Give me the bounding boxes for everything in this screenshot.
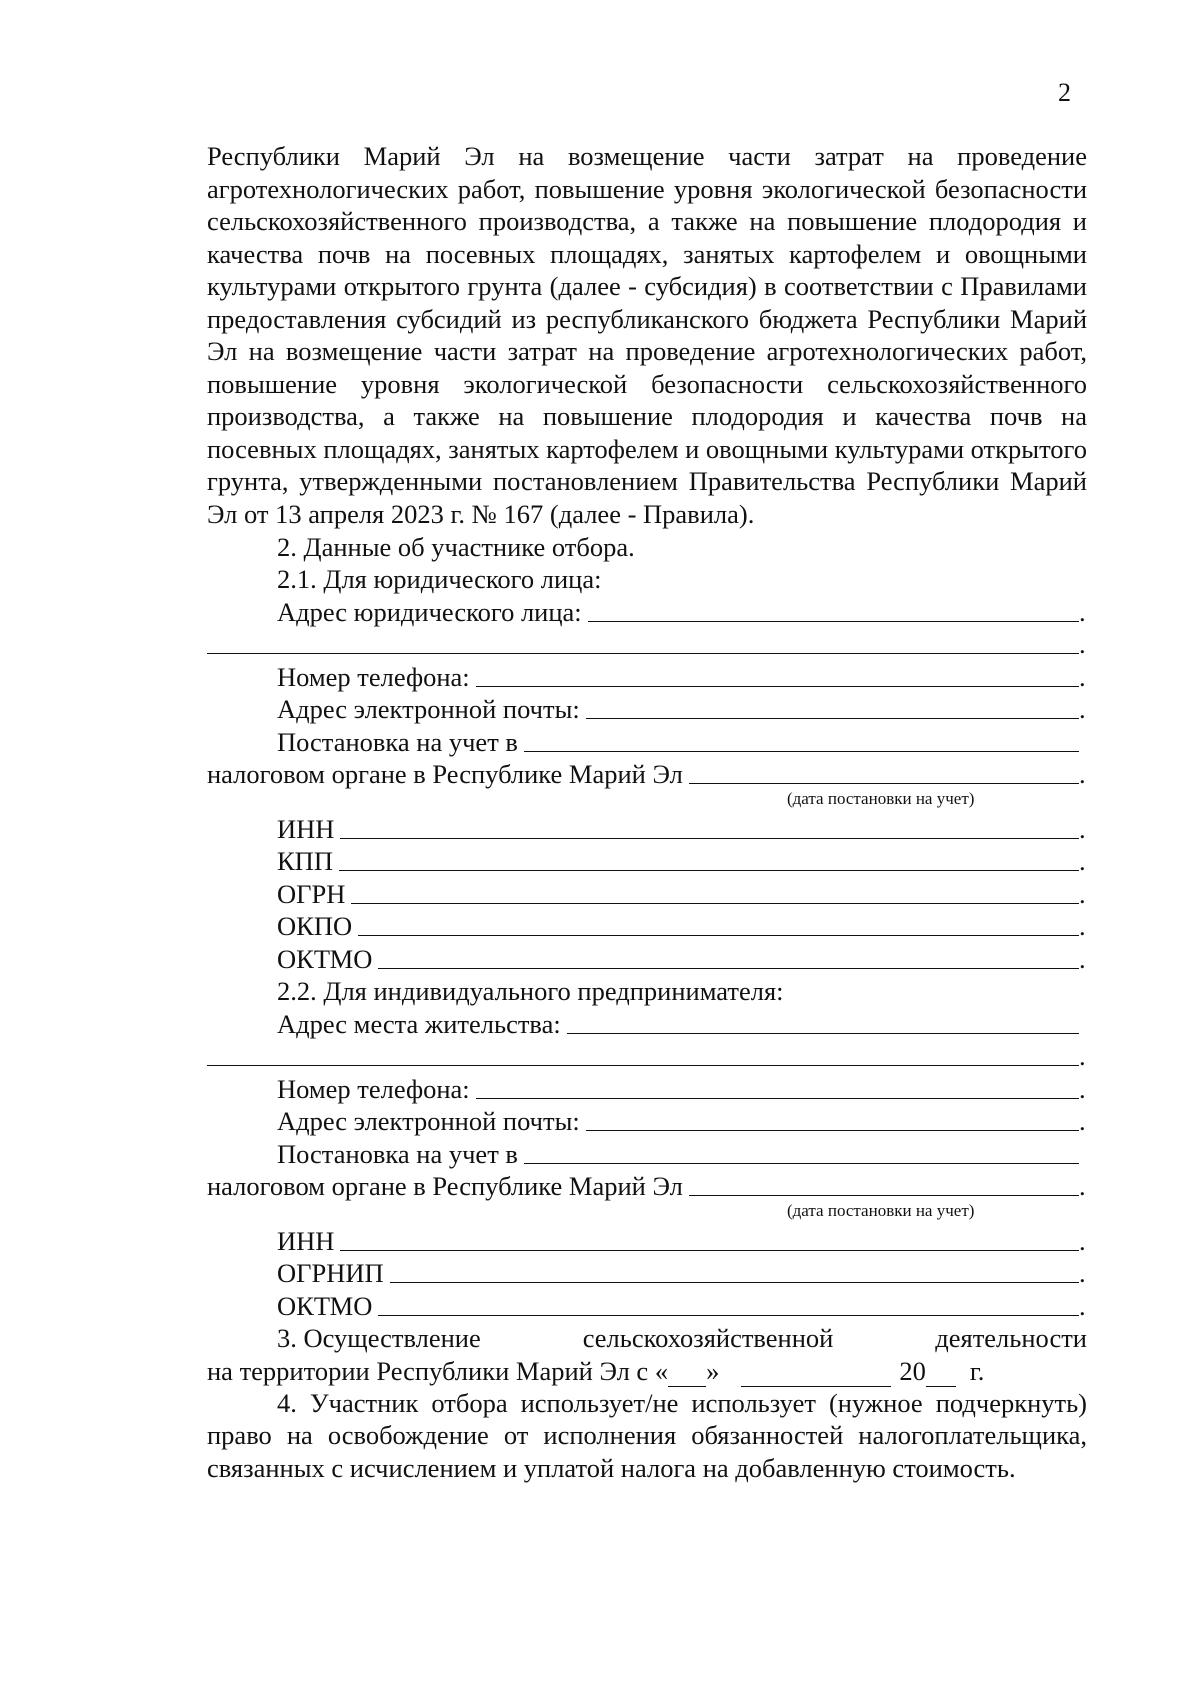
legal-code-row: ИНН .	[277, 813, 1086, 844]
legal-code-row: ОКПО .	[277, 911, 1086, 941]
legal-taxreg-label-2: налоговом органе в Республике Марий Эл	[207, 759, 683, 789]
legal-phone-label: Номер телефона:	[277, 661, 470, 692]
ogrnip-field[interactable]	[390, 1282, 1079, 1283]
intro-paragraph: Республики Марий Эл на возмещение части затрат на проведение агротехнологических работ, повышение уровня экологической безопасности сельскохозяйственного производства, а также на повышение плодородия и качества почв на посевных площадях, занятых картофелем и овощными культурами открытого грунта (далее - субсидия) в соответствии с Правилами предоставления субсидий из республиканского бюджета Республики Марий Эл на возмещение части затрат на проведение агротехнологических работ, повышение уровня экологической безопасности сельскохозяйственного производства, а также на повышение плодородия и качества почв на посевных площадях, занятых картофелем и овощными культурами открытого грунта, утвержденными постановлением Правительства Республики Марий Эл от 13 апреля 2023 г. № 167 (далее - Правила).	[207, 141, 1088, 529]
section3-line-1: 3. Осуществление сельскохозяйственной деятельности	[277, 1323, 1087, 1353]
code-label: ОГРН	[277, 878, 346, 909]
legal-address-field[interactable]	[588, 621, 1079, 622]
page-number: 2	[1058, 78, 1071, 107]
legal-address-label: Адрес юридического лица:	[277, 596, 582, 627]
legal-code-row: ОГРН .	[277, 878, 1086, 909]
ip-phone-label: Номер телефона:	[277, 1073, 470, 1104]
legal-taxreg-field-2[interactable]	[689, 783, 1079, 784]
legal-phone-row: Номер телефона: .	[277, 661, 1086, 692]
ip-address-field-2[interactable]	[207, 1065, 1079, 1066]
code-label: КПП	[277, 846, 333, 876]
kpp-field[interactable]	[339, 870, 1079, 871]
section2-title: 2. Данные об участнике отбора.	[277, 531, 635, 562]
legal-entity-title: 2.1. Для юридического лица:	[277, 564, 602, 594]
ogrn-field[interactable]	[351, 903, 1079, 904]
code-label: ОКТМО	[277, 1290, 373, 1321]
legal-code-row: КПП .	[277, 846, 1086, 876]
entrepreneur-title: 2.2. Для индивидуального предпринимателя:	[277, 976, 784, 1006]
year-field[interactable]	[926, 1364, 956, 1387]
legal-email-label: Адрес электронной почты:	[277, 694, 580, 724]
code-label: ИНН	[277, 1225, 335, 1256]
ip-email-row: Адрес электронной почты: .	[277, 1106, 1086, 1136]
section4-paragraph: 4. Участник отбора использует/не использует (нужное подчеркнуть) право на освобождение от исполнения обязанностей налогоплательщика, связанных с исчислением и уплатой налога на добавленную стоимость.	[207, 1387, 1087, 1483]
section3-line-2: на территории Республики Марий Эл с « » 20 г.	[207, 1355, 985, 1386]
code-label: ИНН	[277, 813, 335, 844]
legal-taxreg-label-1: Постановка на учет в	[277, 726, 518, 757]
ip-address-row	[207, 1007, 1087, 1040]
okpo-field[interactable]	[358, 935, 1079, 936]
ip-code-row: ИНН .	[277, 1225, 1086, 1256]
legal-address-row-2: .	[207, 628, 1087, 661]
month-field[interactable]	[741, 1364, 891, 1387]
ip-taxreg-field-1[interactable]	[524, 1163, 1079, 1164]
code-label: ОГРНИП	[277, 1258, 384, 1288]
ip-taxreg-row-1	[207, 1137, 1087, 1170]
inn-field[interactable]	[340, 838, 1079, 839]
legal-taxreg-row-1	[207, 725, 1087, 758]
legal-code-row: ОКТМО .	[277, 943, 1086, 974]
ip-email-field[interactable]	[586, 1130, 1079, 1131]
oktmo-field[interactable]	[378, 968, 1079, 969]
ip-taxreg-label-2: налоговом органе в Республике Марий Эл	[207, 1171, 683, 1201]
ip-inn-field[interactable]	[340, 1250, 1079, 1251]
ip-taxreg-row-2: налоговом органе в Республике Марий Эл .	[207, 1171, 1086, 1201]
legal-taxreg-hint: (дата постановки на учет)	[787, 789, 975, 808]
day-field[interactable]	[668, 1364, 706, 1387]
ip-phone-field[interactable]	[476, 1098, 1079, 1099]
legal-taxreg-field-1[interactable]	[524, 751, 1079, 752]
legal-email-row: Адрес электронной почты: .	[277, 694, 1086, 724]
ip-taxreg-label-1: Постановка на учет в	[277, 1138, 518, 1169]
legal-address-row: Адрес юридического лица: .	[277, 596, 1086, 627]
legal-phone-field[interactable]	[476, 686, 1079, 687]
document-body	[207, 140, 1087, 1484]
legal-address-field-2[interactable]	[207, 653, 1079, 654]
ip-taxreg-field-2[interactable]	[689, 1195, 1079, 1196]
ip-address-field[interactable]	[567, 1033, 1079, 1034]
code-label: ОКТМО	[277, 943, 373, 974]
ip-email-label: Адрес электронной почты:	[277, 1106, 580, 1136]
ip-code-row: ОГРНИП .	[277, 1258, 1086, 1288]
ip-address-row-2: .	[207, 1040, 1087, 1073]
ip-taxreg-hint: (дата постановки на учет)	[787, 1201, 975, 1220]
legal-taxreg-row-2: налоговом органе в Республике Марий Эл .	[207, 759, 1086, 789]
ip-address-label: Адрес места жительства:	[277, 1008, 561, 1039]
code-label: ОКПО	[277, 911, 353, 941]
legal-email-field[interactable]	[586, 718, 1079, 719]
ip-code-row: ОКТМО .	[277, 1290, 1086, 1321]
ip-phone-row: Номер телефона: .	[277, 1073, 1086, 1104]
ip-oktmo-field[interactable]	[378, 1315, 1079, 1316]
section3-date-prefix: на территории Республики Марий Эл с «	[207, 1355, 669, 1386]
